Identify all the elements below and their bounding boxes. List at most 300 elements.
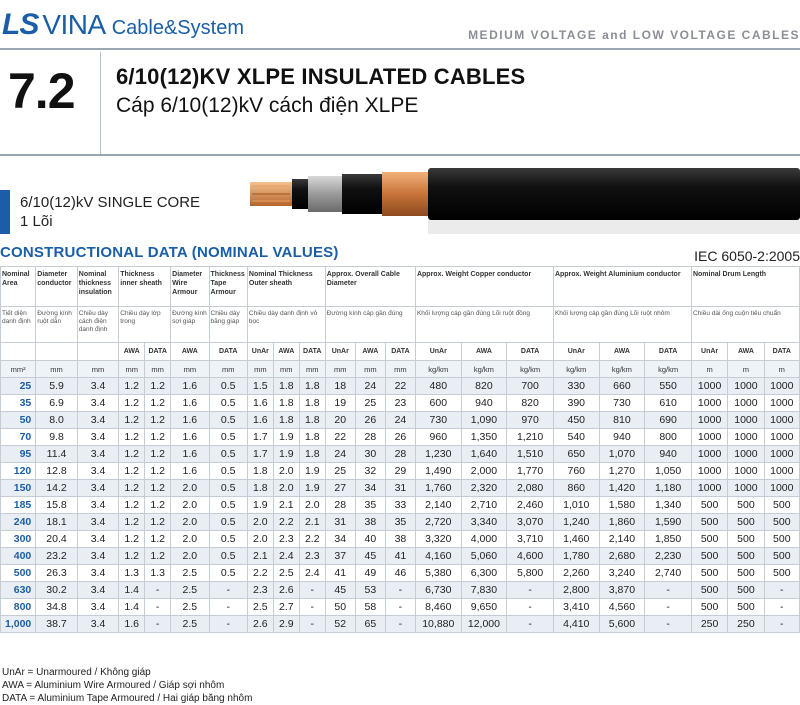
standard-reference: IEC 6050-2:2005 xyxy=(694,248,800,264)
table-row xyxy=(1,446,800,463)
data-cell: 12,000 xyxy=(461,616,507,633)
data-cell: 1.5 xyxy=(247,378,273,395)
data-cell: 500 xyxy=(764,514,799,531)
header-drum-length: Nominal Drum Length xyxy=(691,267,799,307)
data-cell: 1000 xyxy=(764,480,799,497)
data-cell: 1.8 xyxy=(299,446,325,463)
logo-cable-system: Cable&System xyxy=(111,17,244,39)
unit-cell: kg/km xyxy=(415,361,461,378)
data-cell: 24 xyxy=(385,412,415,429)
data-cell: 1.6 xyxy=(171,395,209,412)
data-cell: 1.8 xyxy=(299,378,325,395)
data-cell: 2.2 xyxy=(273,514,299,531)
data-cell: 2,140 xyxy=(599,531,645,548)
data-cell: 10,880 xyxy=(415,616,461,633)
data-cell: 1000 xyxy=(764,429,799,446)
unit-cell: kg/km xyxy=(599,361,645,378)
data-cell: 0.5 xyxy=(209,497,247,514)
data-cell: 3.4 xyxy=(77,395,119,412)
data-cell: 1.2 xyxy=(145,480,171,497)
data-cell: 6,300 xyxy=(461,565,507,582)
data-cell: 3.4 xyxy=(77,531,119,548)
data-cell: 960 xyxy=(415,429,461,446)
data-cell: 500 xyxy=(728,514,764,531)
data-cell: - xyxy=(507,599,554,616)
data-cell: 1.2 xyxy=(145,514,171,531)
data-cell: 5,800 xyxy=(507,565,554,582)
data-cell: 800 xyxy=(645,429,692,446)
data-cell: 2,800 xyxy=(553,582,599,599)
data-cell: 20 xyxy=(325,412,355,429)
data-cell: 1000 xyxy=(728,378,764,395)
data-cell: 45 xyxy=(355,548,385,565)
data-cell: 1,180 xyxy=(645,480,692,497)
header-bottom-divider xyxy=(0,154,800,156)
data-cell: 500 xyxy=(691,497,727,514)
section-number: 7.2 xyxy=(8,63,75,119)
data-cell: 820 xyxy=(507,395,554,412)
data-cell: 1.8 xyxy=(299,429,325,446)
data-cell: 3,870 xyxy=(599,582,645,599)
data-cell: 26.3 xyxy=(36,565,78,582)
data-cell: - xyxy=(385,616,415,633)
data-cell: 2.0 xyxy=(273,463,299,480)
data-cell: 2.6 xyxy=(273,582,299,599)
data-cell: 6.9 xyxy=(36,395,78,412)
subsection-marker xyxy=(0,190,10,234)
type-label: UnAr xyxy=(247,343,273,361)
unit-cell: m xyxy=(728,361,764,378)
unit-cell: mm xyxy=(299,361,325,378)
data-cell: 3.4 xyxy=(77,582,119,599)
table-row xyxy=(1,531,800,548)
data-cell: 2.3 xyxy=(299,548,325,565)
data-cell: - xyxy=(645,616,692,633)
data-cell: 2.0 xyxy=(171,531,209,548)
data-cell: - xyxy=(209,616,247,633)
data-cell: 2,710 xyxy=(461,497,507,514)
nominal-area-cell: 630 xyxy=(1,582,36,599)
data-cell: 2.4 xyxy=(273,548,299,565)
data-cell: 0.5 xyxy=(209,395,247,412)
data-cell: 3.4 xyxy=(77,463,119,480)
data-cell: 1.2 xyxy=(145,463,171,480)
data-cell: 7,830 xyxy=(461,582,507,599)
data-cell: 53 xyxy=(355,582,385,599)
nominal-area-cell: 800 xyxy=(1,599,36,616)
data-cell: 1,240 xyxy=(553,514,599,531)
data-cell: 2.5 xyxy=(171,599,209,616)
data-cell: 23.2 xyxy=(36,548,78,565)
data-cell: 4,560 xyxy=(599,599,645,616)
data-cell: - xyxy=(507,616,554,633)
type-label: AWA xyxy=(728,343,764,361)
data-cell: 500 xyxy=(764,565,799,582)
data-cell: - xyxy=(507,582,554,599)
data-cell: 1000 xyxy=(764,378,799,395)
data-cell: 2.2 xyxy=(247,565,273,582)
data-cell: 37 xyxy=(325,548,355,565)
data-cell: 2,140 xyxy=(415,497,461,514)
data-cell: 46 xyxy=(385,565,415,582)
data-cell: 41 xyxy=(325,565,355,582)
data-cell: 1.4 xyxy=(119,582,145,599)
unit-cell: kg/km xyxy=(461,361,507,378)
section-title-vn: Cáp 6/10(12)kV cách điện XLPE xyxy=(116,94,419,117)
table-row xyxy=(1,548,800,565)
top-bar xyxy=(0,0,800,52)
data-cell: 500 xyxy=(728,497,764,514)
data-cell: 1,510 xyxy=(507,446,554,463)
data-cell: 40 xyxy=(355,531,385,548)
data-cell: 2,680 xyxy=(599,548,645,565)
data-cell: 3,340 xyxy=(461,514,507,531)
data-cell: 2.0 xyxy=(171,480,209,497)
data-cell: 1.8 xyxy=(273,395,299,412)
data-cell: 19 xyxy=(325,395,355,412)
data-cell: 1.6 xyxy=(119,616,145,633)
data-cell: 1000 xyxy=(764,395,799,412)
data-cell: 1000 xyxy=(691,429,727,446)
unit-cell: mm xyxy=(209,361,247,378)
data-cell: 2,080 xyxy=(507,480,554,497)
data-cell: 1,010 xyxy=(553,497,599,514)
data-cell: 500 xyxy=(691,565,727,582)
data-cell: 500 xyxy=(691,582,727,599)
header-diameter-conductor: Diameter conductor xyxy=(36,267,78,307)
data-cell: 1,640 xyxy=(461,446,507,463)
data-cell: 700 xyxy=(507,378,554,395)
data-cell: 500 xyxy=(764,531,799,548)
header-divider xyxy=(100,52,101,154)
data-cell: 8.0 xyxy=(36,412,78,429)
data-cell: 2,460 xyxy=(507,497,554,514)
nominal-area-cell: 95 xyxy=(1,446,36,463)
constructional-data-heading: CONSTRUCTIONAL DATA (NOMINAL VALUES) xyxy=(0,244,339,261)
data-cell: 1.2 xyxy=(119,514,145,531)
data-cell: 1000 xyxy=(691,463,727,480)
table-row xyxy=(1,412,800,429)
data-cell: 32 xyxy=(355,463,385,480)
data-cell: 1.6 xyxy=(171,446,209,463)
data-cell: 450 xyxy=(553,412,599,429)
data-cell: 65 xyxy=(355,616,385,633)
data-cell: 1.2 xyxy=(119,463,145,480)
data-cell: 1,420 xyxy=(599,480,645,497)
data-cell: 2.0 xyxy=(171,514,209,531)
table-row xyxy=(1,480,800,497)
data-cell: 33 xyxy=(385,497,415,514)
data-cell: 30.2 xyxy=(36,582,78,599)
unit-cell: mm xyxy=(247,361,273,378)
constructional-data-table xyxy=(0,266,800,633)
unit-cell: mm xyxy=(171,361,209,378)
data-cell: 1000 xyxy=(764,412,799,429)
data-cell: 3.4 xyxy=(77,514,119,531)
data-cell: 1.2 xyxy=(119,378,145,395)
data-cell: 2.1 xyxy=(247,548,273,565)
data-cell: 1.6 xyxy=(247,412,273,429)
table-row xyxy=(1,429,800,446)
data-cell: 1.8 xyxy=(247,463,273,480)
data-cell: 11.4 xyxy=(36,446,78,463)
data-cell: 2.5 xyxy=(247,599,273,616)
type-label: DATA xyxy=(145,343,171,361)
data-cell: 250 xyxy=(691,616,727,633)
data-cell: 2.9 xyxy=(273,616,299,633)
data-cell: 500 xyxy=(728,582,764,599)
note-data: DATA = Aluminium Tape Armoured / Hai giáp băng nhôm xyxy=(2,693,253,704)
type-label: UnAr xyxy=(553,343,599,361)
data-cell: 2.6 xyxy=(247,616,273,633)
data-cell: 49 xyxy=(355,565,385,582)
data-cell: 1,090 xyxy=(461,412,507,429)
data-cell: 940 xyxy=(645,446,692,463)
data-cell: 29 xyxy=(385,463,415,480)
data-cell: 4,160 xyxy=(415,548,461,565)
data-cell: - xyxy=(209,599,247,616)
data-cell: 38 xyxy=(355,514,385,531)
data-cell: 500 xyxy=(728,565,764,582)
nominal-area-cell: 300 xyxy=(1,531,36,548)
data-cell: 660 xyxy=(599,378,645,395)
data-cell: 540 xyxy=(553,429,599,446)
data-cell: 23 xyxy=(385,395,415,412)
type-label: DATA xyxy=(299,343,325,361)
catalog-category: MEDIUM VOLTAGE and LOW VOLTAGE CABLES xyxy=(468,28,800,42)
nominal-area-cell: 185 xyxy=(1,497,36,514)
data-cell: 390 xyxy=(553,395,599,412)
data-cell: 2,260 xyxy=(553,565,599,582)
data-cell: - xyxy=(299,599,325,616)
data-cell: 34 xyxy=(325,531,355,548)
data-cell: 1,780 xyxy=(553,548,599,565)
type-label: UnAr xyxy=(325,343,355,361)
nominal-area-cell: 50 xyxy=(1,412,36,429)
data-cell: 500 xyxy=(764,548,799,565)
data-cell: 2.0 xyxy=(247,514,273,531)
data-cell: 1.3 xyxy=(119,565,145,582)
data-cell: 0.5 xyxy=(209,412,247,429)
data-cell: 1,270 xyxy=(599,463,645,480)
header-thickness-insulation: Nominal thickness insulation xyxy=(77,267,119,307)
type-label: AWA xyxy=(273,343,299,361)
data-cell: 38 xyxy=(385,531,415,548)
data-cell: 18.1 xyxy=(36,514,78,531)
unit-cell: mm xyxy=(77,361,119,378)
data-cell: 1.2 xyxy=(145,412,171,429)
data-cell: 4,000 xyxy=(461,531,507,548)
data-cell: 15.8 xyxy=(36,497,78,514)
nominal-area-cell: 150 xyxy=(1,480,36,497)
table-row xyxy=(1,395,800,412)
data-cell: 27 xyxy=(325,480,355,497)
unit-cell: mm xyxy=(385,361,415,378)
type-label: AWA xyxy=(461,343,507,361)
data-cell: 1.2 xyxy=(145,497,171,514)
data-cell: 3.4 xyxy=(77,378,119,395)
data-cell: 12.8 xyxy=(36,463,78,480)
data-cell: 1.8 xyxy=(273,378,299,395)
data-cell: 1,340 xyxy=(645,497,692,514)
data-cell: 1000 xyxy=(691,480,727,497)
data-cell: 1000 xyxy=(728,412,764,429)
data-cell: 18 xyxy=(325,378,355,395)
data-cell: 1,050 xyxy=(645,463,692,480)
data-cell: 3.4 xyxy=(77,480,119,497)
logo-ls: LS xyxy=(2,8,39,41)
data-cell: 1.6 xyxy=(247,395,273,412)
logo-vina: VINA xyxy=(42,9,106,40)
data-cell: 3.4 xyxy=(77,497,119,514)
data-cell: 28 xyxy=(385,446,415,463)
legend-notes xyxy=(2,666,252,705)
nominal-area-cell: 120 xyxy=(1,463,36,480)
data-cell: 31 xyxy=(385,480,415,497)
data-cell: 3,410 xyxy=(553,599,599,616)
data-cell: - xyxy=(385,582,415,599)
unit-cell: m xyxy=(764,361,799,378)
header-weight-copper: Approx. Weight Copper conductor xyxy=(415,267,553,307)
data-cell: 2.5 xyxy=(171,565,209,582)
data-cell: 1000 xyxy=(691,412,727,429)
data-cell: 760 xyxy=(553,463,599,480)
data-cell: 2.0 xyxy=(273,480,299,497)
nominal-area-cell: 1,000 xyxy=(1,616,36,633)
data-cell: 1000 xyxy=(691,378,727,395)
type-label: DATA xyxy=(764,343,799,361)
data-cell: 1.2 xyxy=(119,548,145,565)
data-cell: 14.2 xyxy=(36,480,78,497)
data-cell: 2,000 xyxy=(461,463,507,480)
data-cell: 5,380 xyxy=(415,565,461,582)
data-cell: 4,410 xyxy=(553,616,599,633)
top-divider xyxy=(0,48,800,50)
data-cell: - xyxy=(645,599,692,616)
data-cell: 500 xyxy=(728,599,764,616)
data-cell: 2.7 xyxy=(273,599,299,616)
nominal-area-cell: 35 xyxy=(1,395,36,412)
type-label: UnAr xyxy=(691,343,727,361)
table-row xyxy=(1,514,800,531)
table-header-groups xyxy=(1,267,800,307)
table-header-units xyxy=(1,361,800,378)
data-cell: 1.4 xyxy=(119,599,145,616)
data-cell: 28 xyxy=(355,429,385,446)
nominal-area-cell: 500 xyxy=(1,565,36,582)
data-cell: 24 xyxy=(355,378,385,395)
data-cell: 2,230 xyxy=(645,548,692,565)
data-cell: 1.9 xyxy=(299,480,325,497)
data-cell: 1.2 xyxy=(145,395,171,412)
data-cell: - xyxy=(764,582,799,599)
data-cell: 1.6 xyxy=(171,412,209,429)
type-label: DATA xyxy=(209,343,247,361)
nominal-area-cell: 240 xyxy=(1,514,36,531)
data-cell: 3.4 xyxy=(77,599,119,616)
data-cell: 1.3 xyxy=(145,565,171,582)
data-cell: 1.8 xyxy=(273,412,299,429)
header-vn: Đường kính cáp gần đúng xyxy=(325,307,415,343)
data-cell: 3.4 xyxy=(77,412,119,429)
data-cell: 1.2 xyxy=(145,429,171,446)
type-label: DATA xyxy=(645,343,692,361)
data-cell: 2.0 xyxy=(299,497,325,514)
data-cell: 25 xyxy=(355,395,385,412)
type-label: DATA xyxy=(507,343,554,361)
header-vn: Đường kính ruột dẫn xyxy=(36,307,78,343)
data-cell: 20.4 xyxy=(36,531,78,548)
data-cell: 2.4 xyxy=(299,565,325,582)
data-cell: 1,490 xyxy=(415,463,461,480)
data-cell: 0.5 xyxy=(209,514,247,531)
data-cell: 1.9 xyxy=(273,446,299,463)
data-cell: 610 xyxy=(645,395,692,412)
unit-cell: mm xyxy=(273,361,299,378)
type-label: AWA xyxy=(171,343,209,361)
subsection-title-vn: 1 Lõi xyxy=(20,213,53,230)
data-cell: 550 xyxy=(645,378,692,395)
data-cell: 1.8 xyxy=(299,412,325,429)
unit-cell: mm xyxy=(145,361,171,378)
header-vn: Khối lượng cáp gần đúng Lõi ruột đồng xyxy=(415,307,553,343)
data-cell: 2.0 xyxy=(171,548,209,565)
data-cell: 0.5 xyxy=(209,378,247,395)
data-cell: 0.5 xyxy=(209,429,247,446)
data-cell: 3.4 xyxy=(77,565,119,582)
data-cell: 1.2 xyxy=(119,531,145,548)
nominal-area-cell: 70 xyxy=(1,429,36,446)
data-cell: - xyxy=(299,582,325,599)
data-cell: 3,240 xyxy=(599,565,645,582)
data-cell: 30 xyxy=(355,446,385,463)
data-cell: 58 xyxy=(355,599,385,616)
data-cell: 330 xyxy=(553,378,599,395)
data-cell: 2.1 xyxy=(273,497,299,514)
unit-cell: kg/km xyxy=(645,361,692,378)
data-cell: 2.0 xyxy=(171,497,209,514)
data-cell: 6,730 xyxy=(415,582,461,599)
data-cell: 1.9 xyxy=(247,497,273,514)
nominal-area-cell: 400 xyxy=(1,548,36,565)
brand-logo xyxy=(2,8,244,44)
data-cell: 26 xyxy=(355,412,385,429)
data-cell: 4,600 xyxy=(507,548,554,565)
data-cell: 3,320 xyxy=(415,531,461,548)
data-cell: - xyxy=(299,616,325,633)
data-cell: 1,350 xyxy=(461,429,507,446)
data-cell: 3.4 xyxy=(77,446,119,463)
header-weight-aluminium: Approx. Weight Aluminium conductor xyxy=(553,267,691,307)
data-cell: 24 xyxy=(325,446,355,463)
data-cell: 2.0 xyxy=(247,531,273,548)
data-cell: 1,590 xyxy=(645,514,692,531)
data-cell: - xyxy=(145,616,171,633)
data-cell: 0.5 xyxy=(209,565,247,582)
data-cell: 1.6 xyxy=(171,378,209,395)
data-cell: 1000 xyxy=(691,395,727,412)
data-cell: 1.2 xyxy=(145,548,171,565)
unit-cell: kg/km xyxy=(553,361,599,378)
nominal-area-cell: 25 xyxy=(1,378,36,395)
data-cell: 34 xyxy=(355,480,385,497)
table-row xyxy=(1,599,800,616)
data-cell: 31 xyxy=(325,514,355,531)
data-cell: 3.4 xyxy=(77,548,119,565)
data-cell: 35 xyxy=(385,514,415,531)
data-cell: 2.1 xyxy=(299,514,325,531)
data-cell: 1.2 xyxy=(119,446,145,463)
